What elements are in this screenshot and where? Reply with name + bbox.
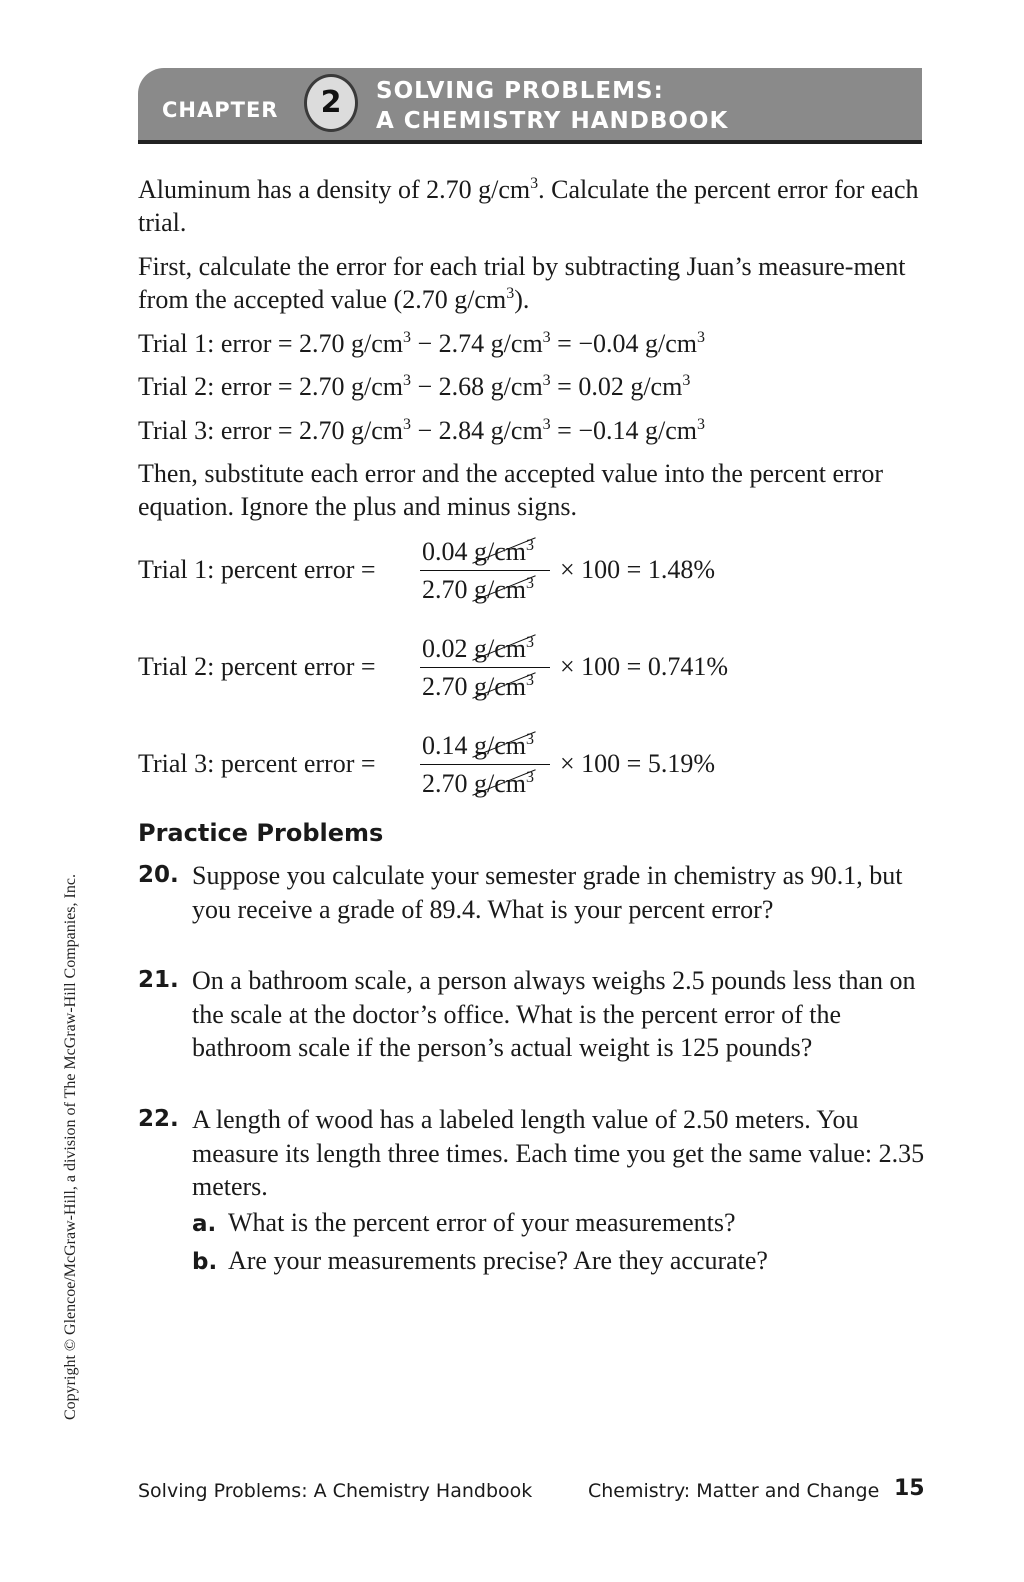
subproblem-text-b: Are your measurements precise? Are they accurate? bbox=[228, 1246, 768, 1275]
problem-number-20: 20. bbox=[138, 862, 179, 888]
chapter-number-badge: 2 bbox=[304, 74, 358, 132]
footer-series-title: Chemistry: Matter and Change bbox=[588, 1480, 880, 1502]
subproblem-letter-b: b. bbox=[192, 1249, 218, 1275]
intro-paragraph-error: First, calculate the error for each trial by subtracting Juan’s measure-ment from the accepted value (2.70 $g/cm^3$). bbox=[138, 252, 906, 314]
fraction: 0.04 $g/cm^3$ 2.70 $g/cm^3$ bbox=[420, 535, 550, 606]
subproblem-letter-a: a. bbox=[192, 1211, 217, 1237]
chapter-label: CHAPTER bbox=[162, 98, 279, 122]
footer-book-title: Solving Problems: A Chemistry Handbook bbox=[138, 1480, 533, 1502]
problem-number-22: 22. bbox=[138, 1106, 179, 1132]
fraction: 0.02 $g/cm^3$ 2.70 $g/cm^3$ bbox=[420, 632, 550, 703]
chapter-title-line1: SOLVING PROBLEMS: bbox=[376, 78, 664, 104]
error-line-trial-2: Trial 2: error = 2.70 $g/cm^3 - 2.68$ $g/cm^3 = 0.02$ $g/cm^3$ bbox=[138, 372, 691, 401]
problem-text-20: Suppose you calculate your semester grade in chemistry as 90.1, but you receive a grade of 89.4. What is your percent error? bbox=[192, 861, 903, 924]
practice-problems-heading: Practice Problems bbox=[138, 819, 384, 847]
problem-text-22: A length of wood has a labeled length value of 2.50 meters. You measure its length three times. Each time you get the same value: 2.35 meters. bbox=[192, 1105, 925, 1201]
chapter-title-line2: A CHEMISTRY HANDBOOK bbox=[376, 108, 729, 134]
chapter-banner bbox=[138, 68, 922, 144]
error-line-trial-3: Trial 3: error = 2.70 $g/cm^3 - 2.84$ $g/cm^3 = -0.14$ $g/cm^3$ bbox=[138, 416, 705, 445]
then-paragraph: Then, substitute each error and the accepted value into the percent error equation. Ignore the plus and minus signs. bbox=[138, 459, 883, 521]
subproblem-text-a: What is the percent error of your measurements? bbox=[228, 1208, 736, 1237]
fraction: 0.14 $g/cm^3$ 2.70 $g/cm^3$ bbox=[420, 729, 550, 800]
copyright-notice: Copyright © Glencoe/McGraw-Hill, a division of The McGraw-Hill Companies, Inc. bbox=[62, 874, 79, 1420]
problem-text-21: On a bathroom scale, a person always weighs 2.5 pounds less than on the scale at the doctor’s office. What is the percent error of the bathroom scale if the person’s actual weight is 125 pounds? bbox=[192, 966, 916, 1062]
page-number: 15 bbox=[894, 1476, 925, 1501]
error-line-trial-1: Trial 1: error = 2.70 $g/cm^3 - 2.74$ $g/cm^3 = -0.04$ $g/cm^3$ bbox=[138, 329, 705, 358]
problem-number-21: 21. bbox=[138, 967, 179, 993]
intro-paragraph-density: Aluminum has a density of 2.70 $g/cm^3$. Calculate the percent error for each trial. bbox=[138, 175, 919, 237]
